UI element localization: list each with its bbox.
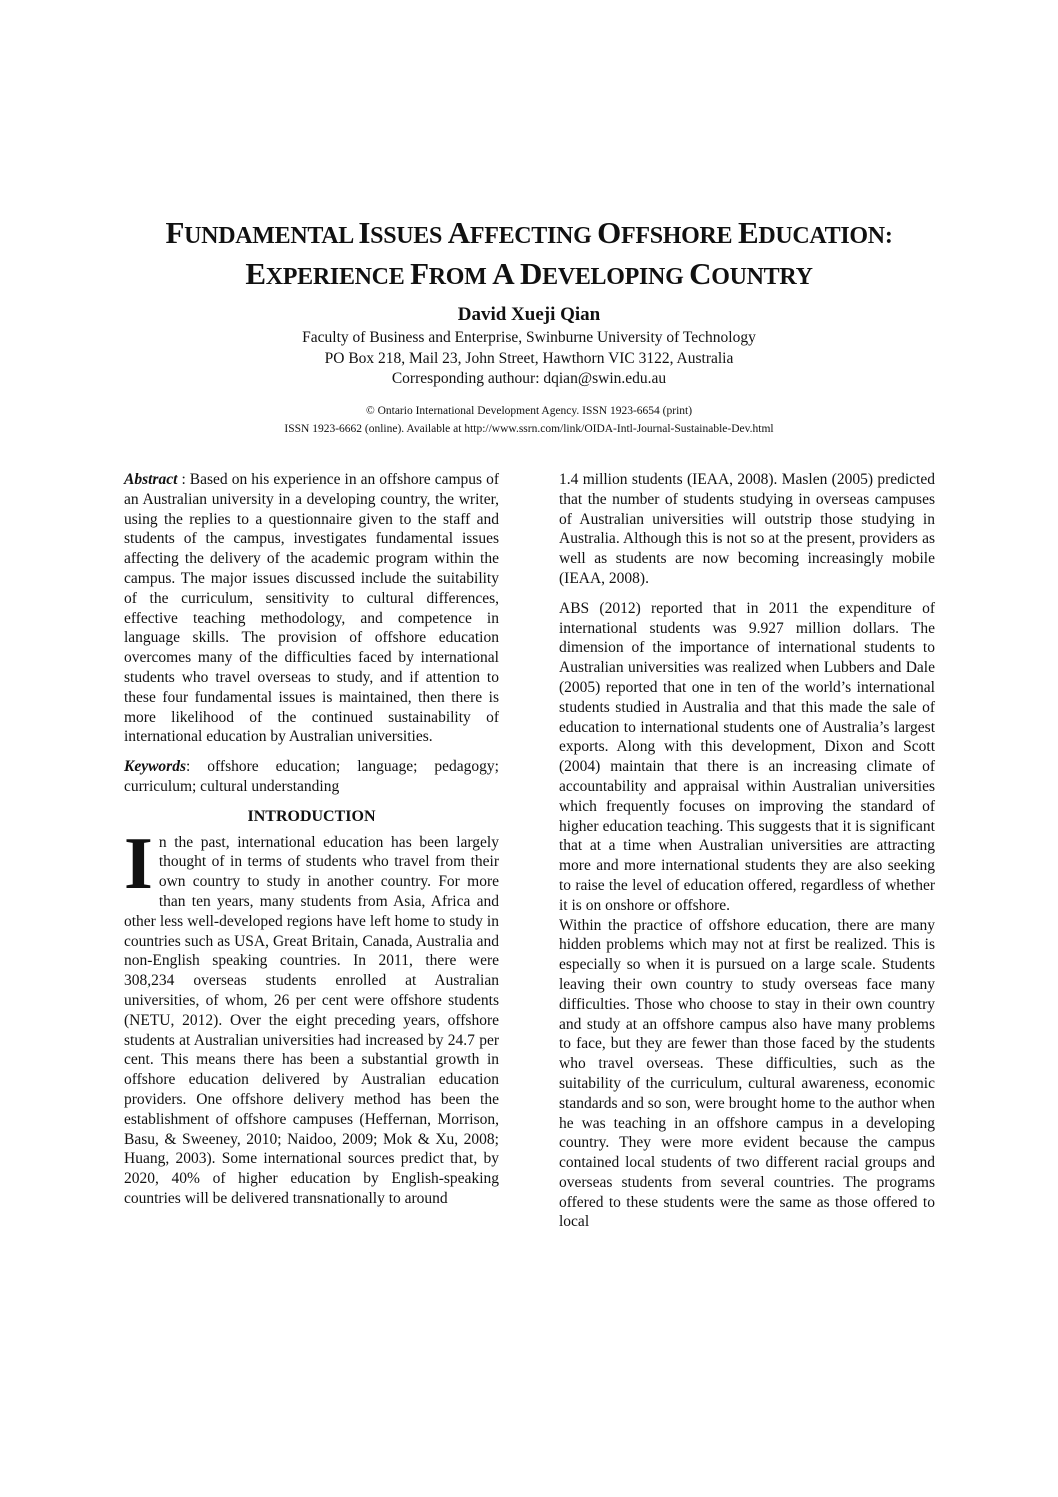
copyright-notice — [0, 402, 1058, 438]
keywords — [124, 757, 499, 797]
drop-cap: I — [124, 822, 153, 905]
title-word: F — [165, 215, 185, 250]
author-name: David Xueji Qian — [457, 304, 601, 325]
title-word: C — [689, 256, 712, 291]
intro-paragraph-1-continued: 1.4 million students (IEAA, 2008). Maslen (2005) predicted that the number of students studying in overseas campuses of Australian universities will outstrip those studying in Australia. Although this is not so at the present, providers as well as students are now becoming increasingly mobile (IEAA, 2008). — [559, 471, 935, 587]
title-word: A — [492, 256, 515, 291]
corresponding-author-email: Corresponding authour: dqian@swin.edu.au — [391, 370, 667, 387]
paper-title — [0, 214, 1058, 296]
title-word: E — [245, 256, 266, 291]
keywords-text: offshore education; language; pedagogy; curriculum; cultural understanding — [124, 758, 499, 795]
abstract-separator: : — [177, 471, 190, 488]
abstract — [124, 470, 499, 747]
title-word: OUNTRY — [711, 264, 813, 290]
copyright-line-1: © Ontario International Development Agency. ISSN 1923-6654 (print) — [365, 405, 693, 417]
intro-paragraph-1-text: n the past, international education has been largely thought of in terms of students who travel from their own country to study in another country. For more than ten years, many students from Asia, Africa and other less well-developed regions have left home to study in countries such as USA, Great Britain, Canada, Australia and non-English speaking countries. In 2011, there were 308,234 overseas students enrolled at Australian universities, of whom, 26 per cent were offshore students (NETU, 2012). Over the eight preceding years, offshore students at Australian universities had increased by 24.7 per cent. This means there has been a substantial growth in offshore education delivered by Australian education providers. One offshore delivery method has been the establishment of offshore campuses (Heffernan, Morrison, Basu, & Sweeney, 2010; Naidoo, 2009; Mok & Xu, 2008; Huang, 2003). Some international sources predict that, by 2020, 40% of higher education by English-speaking countries will be delivered transnationally to around — [124, 833, 499, 1207]
title-word: FFSHORE — [620, 223, 738, 249]
author-affiliation — [0, 328, 1058, 390]
title-word: SSUES — [370, 223, 448, 249]
title-word: DUCATION: — [758, 223, 893, 249]
section-heading-introduction: INTRODUCTION — [247, 807, 376, 825]
title-word: ROM — [428, 264, 493, 290]
intro-paragraph-2: ABS (2012) reported that in 2011 the expenditure of international students was 9.927 million dollars. The dimension of the importance of international students to Australian universities was realized when Lubbers and Dale (2005) reported that one in ten of the world’s international students studied in Australia and that this made the sale of education to international students one of Australia’s largest exports. Along with this development, Dixon and Scott (2004) maintain that there is an increasing climate of accountability and appraisal within Australian universities which frequently focuses on improving the standard of higher education teaching. This suggests that it is significant that at a time when Australian universities are attracting more and more international students they are also seeking to raise the level of education offered, regardless of whether it is on onshore or offshore. — [559, 599, 935, 914]
keywords-separator: : — [186, 758, 208, 776]
title-line-2 — [0, 255, 1058, 296]
title-word: FFECTING — [469, 223, 598, 249]
title-word: UNDAMENTAL — [184, 223, 359, 249]
title-word: F — [410, 256, 429, 291]
title-word: A — [447, 215, 470, 250]
left-column — [124, 470, 499, 1209]
abstract-label: Abstract — [124, 471, 178, 488]
copyright-line-2: ISSN 1923-6662 (online). Available at http://www.ssrn.com/link/OIDA-Intl-Journal-Sustainable-Dev.html — [284, 423, 774, 435]
title-word: O — [597, 215, 621, 250]
title-line-1 — [0, 214, 1058, 255]
intro-paragraph-1 — [124, 822, 499, 1209]
title-word: I — [358, 215, 371, 250]
affiliation-address: PO Box 218, Mail 23, John Street, Hawthorn VIC 3122, Australia — [324, 349, 734, 367]
title-word: E — [737, 215, 759, 250]
abstract-text: Based on his experience in an offshore campus of an Australian university in a developing country, the writer, using the replies to a questionnaire given to the staff and students of the campus, investigates fundamental issues affecting the delivery of the academic program within the campus. The major issues discussed include the suitability of the curriculum, sensitivity to cultural differences, effective teaching methodology, and competence in language skills. The provision of offshore education overcomes many of the difficulties faced by international students who travel overseas to study, and if attention to these four fundamental issues is maintained, then there is more likelihood of the continued sustainability of international education by Australian universities. — [124, 471, 499, 746]
keywords-label: Keywords — [124, 758, 186, 776]
right-column — [559, 470, 935, 1232]
title-word: XPERIENCE — [265, 264, 411, 290]
title-word: EVELOPING — [542, 264, 690, 290]
affiliation-faculty: Faculty of Business and Enterprise, Swinburne University of Technology — [302, 329, 756, 346]
intro-paragraph-3: Within the practice of offshore education, there are many hidden problems which may not at first be realized. This is especially so when it is pursued on a large scale. Students leaving their own country to study overseas face many difficulties. Those who choose to stay in their own country and study at an offshore campus also have many problems to face, but they are fewer than those faced by the students who travel overseas. These difficulties, such as the suitability of the curriculum, cultural awareness, economic standards and so son, were brought home to the author when he was teaching in an offshore campus in a developing country. They were more evident because the campus contained local students of two different racial groups and overseas students from several countries. The programs offered to these students were the same as those offered to local — [559, 916, 935, 1231]
title-word: D — [520, 256, 543, 291]
